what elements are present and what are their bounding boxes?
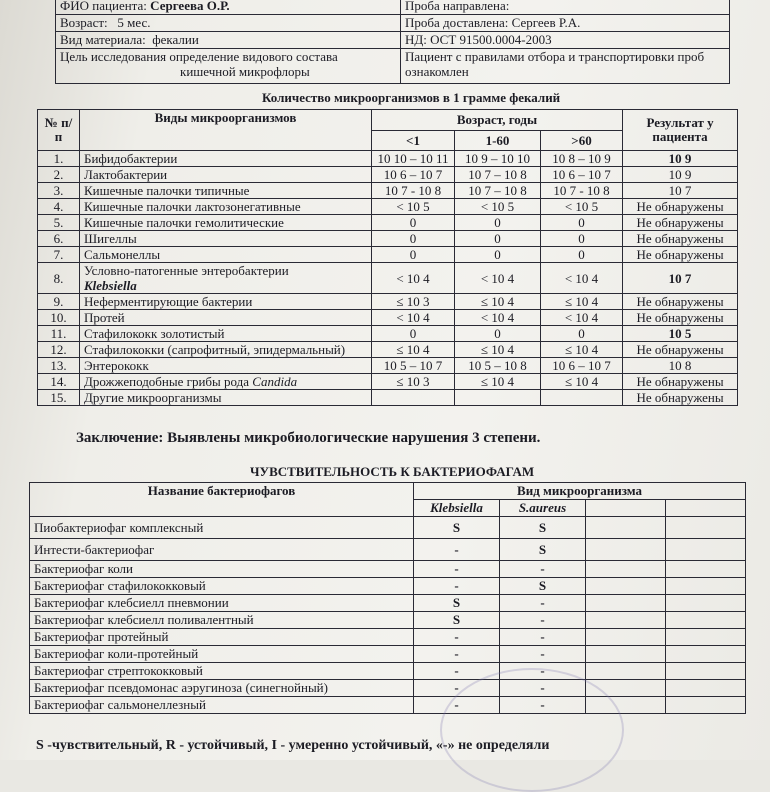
norm-1-60: ≤ 10 4: [455, 374, 541, 390]
norm-under-1: < 10 4: [372, 263, 455, 294]
organism-empty-2: [666, 500, 746, 517]
species-name: [80, 183, 372, 199]
table-row: [38, 374, 738, 390]
species-label: Шигеллы: [84, 231, 137, 246]
table-row: [38, 183, 738, 199]
row-number: 15.: [38, 390, 80, 406]
norm-1-60: 0: [455, 326, 541, 342]
phage-name: Бактериофаг стрептококковый: [30, 663, 414, 680]
empty-cell: [666, 595, 746, 612]
genus-sub: Klebsiella: [84, 278, 137, 293]
organism-saureus: S.aureus: [500, 500, 586, 517]
table-row: [38, 247, 738, 263]
species-label: Энтерококк: [84, 358, 149, 373]
norm-under-1: 0: [372, 326, 455, 342]
empty-cell: [666, 697, 746, 714]
norm-under-1: 0: [372, 247, 455, 263]
norm-1-60: < 10 4: [455, 310, 541, 326]
empty-cell: [666, 629, 746, 646]
table-row: [30, 697, 746, 714]
col-species-header: Виды микроорганизмов: [80, 110, 372, 151]
purpose-cell: Цель исследования определение видового состава кишечной микрофлоры: [56, 49, 401, 84]
norm-1-60: < 10 4: [455, 263, 541, 294]
empty-cell: [586, 539, 666, 561]
species-name: [80, 151, 372, 167]
table-row: [38, 215, 738, 231]
row-number: 3.: [38, 183, 80, 199]
empty-cell: [666, 561, 746, 578]
patient-header-table: [55, 0, 730, 84]
empty-cell: [586, 612, 666, 629]
patient-result: 10 9: [623, 167, 738, 183]
klebsiella-sensitivity: S: [414, 517, 500, 539]
norm-under-1: 10 10 – 10 11: [372, 151, 455, 167]
table-row: [38, 151, 738, 167]
row-number: 14.: [38, 374, 80, 390]
patient-result: Не обнаружены: [623, 247, 738, 263]
row-number: 11.: [38, 326, 80, 342]
row-number: 1.: [38, 151, 80, 167]
table-row: [30, 539, 746, 561]
phage-name: Бактериофаг стафилококковый: [30, 578, 414, 595]
norm-1-60: < 10 5: [455, 199, 541, 215]
organism-empty-1: [586, 500, 666, 517]
row-number: 5.: [38, 215, 80, 231]
norm-under-1: 0: [372, 231, 455, 247]
species-name: [80, 326, 372, 342]
genus-italic: Candida: [252, 374, 298, 389]
empty-cell: [586, 561, 666, 578]
row-number: 4.: [38, 199, 80, 215]
patient-result: Не обнаружены: [623, 374, 738, 390]
row-number: 6.: [38, 231, 80, 247]
material-cell: Вид материала: фекалии: [56, 32, 401, 49]
norm-under-1: ≤ 10 3: [372, 374, 455, 390]
species-name: [80, 263, 372, 294]
empty-cell: [666, 578, 746, 595]
norm-over-60: 10 6 – 10 7: [541, 358, 623, 374]
phage-name: Бактериофаг сальмонеллезный: [30, 697, 414, 714]
col-age-header: Возраст, годы: [372, 110, 623, 131]
empty-cell: [666, 680, 746, 697]
row-number: 12.: [38, 342, 80, 358]
row-number: 9.: [38, 294, 80, 310]
patient-result: 10 7: [623, 263, 738, 294]
empty-cell: [666, 612, 746, 629]
klebsiella-sensitivity: -: [414, 539, 500, 561]
klebsiella-sensitivity: -: [414, 629, 500, 646]
species-name: [80, 294, 372, 310]
empty-cell: [666, 646, 746, 663]
patient-result: Не обнаружены: [623, 231, 738, 247]
norm-under-1: < 10 4: [372, 310, 455, 326]
species-label: Кишечные палочки типичные: [84, 183, 250, 198]
col-result-header: Результат у пациента: [623, 110, 738, 151]
norm-1-60: ≤ 10 4: [455, 294, 541, 310]
norm-over-60: < 10 4: [541, 263, 623, 294]
phage-species-header: Вид микроорганизма: [414, 483, 746, 500]
patient-cell: ФИО пациента: Сергеева О.Р.: [56, 0, 401, 15]
norm-1-60: 0: [455, 247, 541, 263]
species-name: [80, 310, 372, 326]
norm-1-60: ≤ 10 4: [455, 342, 541, 358]
table-row: [38, 358, 738, 374]
norm-1-60: 10 7 – 10 8: [455, 183, 541, 199]
phage-name: Бактериофаг клебсиелл поливалентный: [30, 612, 414, 629]
norm-1-60: 10 5 – 10 8: [455, 358, 541, 374]
norm-1-60: 10 9 – 10 10: [455, 151, 541, 167]
norm-over-60: [541, 390, 623, 406]
organism-klebsiella: Klebsiella: [414, 500, 500, 517]
table-row: [30, 646, 746, 663]
saureus-sensitivity: -: [500, 680, 586, 697]
phage-name-header: Название бактериофагов: [30, 483, 414, 517]
micro-table-title: Количество микроорганизмов в 1 грамме фекалий: [262, 90, 561, 105]
patient-result: Не обнаружены: [623, 342, 738, 358]
table-row: [30, 629, 746, 646]
row-number: 7.: [38, 247, 80, 263]
species-name: [80, 342, 372, 358]
table-row: [38, 310, 738, 326]
patient-name: Сергеева О.Р.: [150, 0, 230, 13]
species-name: [80, 199, 372, 215]
species-label: Неферментирующие бактерии: [84, 294, 253, 309]
table-row: [30, 517, 746, 539]
table-row: [38, 390, 738, 406]
klebsiella-sensitivity: -: [414, 561, 500, 578]
sample-sent-cell: Проба направлена:: [401, 0, 730, 15]
row-number: 8.: [38, 263, 80, 294]
norm-1-60: 10 7 – 10 8: [455, 167, 541, 183]
norm-under-1: 10 6 – 10 7: [372, 167, 455, 183]
empty-cell: [586, 595, 666, 612]
age-group-3: >60: [541, 130, 623, 151]
klebsiella-sensitivity: S: [414, 612, 500, 629]
microorganism-table: [37, 109, 738, 406]
legend: S -чувствительный, R - устойчивый, I - умеренно устойчивый, «-» не определяли: [36, 738, 550, 753]
species-label: Другие микроорганизмы: [84, 390, 222, 405]
table-row: [38, 342, 738, 358]
norm-under-1: [372, 390, 455, 406]
patient-result: 10 8: [623, 358, 738, 374]
phage-name: Бактериофаг коли: [30, 561, 414, 578]
klebsiella-sensitivity: -: [414, 663, 500, 680]
patient-result: Не обнаружены: [623, 310, 738, 326]
klebsiella-sensitivity: S: [414, 595, 500, 612]
norm-over-60: 10 8 – 10 9: [541, 151, 623, 167]
patient-result: 10 5: [623, 326, 738, 342]
species-label: Условно-патогенные энтеробактерии: [84, 263, 289, 278]
norm-1-60: 0: [455, 215, 541, 231]
row-number: 13.: [38, 358, 80, 374]
patient-result: Не обнаружены: [623, 215, 738, 231]
patient-result: 10 9: [623, 151, 738, 167]
species-name: [80, 390, 372, 406]
saureus-sensitivity: -: [500, 629, 586, 646]
phage-name: Интести-бактериофаг: [30, 539, 414, 561]
col-number-header: № п/п: [38, 110, 80, 151]
species-label: Протей: [84, 310, 125, 325]
empty-cell: [586, 629, 666, 646]
saureus-sensitivity: -: [500, 663, 586, 680]
norm-under-1: 10 5 – 10 7: [372, 358, 455, 374]
phage-name: Пиобактериофаг комплексный: [30, 517, 414, 539]
table-row: [30, 595, 746, 612]
age-cell: Возраст: 5 мес.: [56, 15, 401, 32]
species-label: Стафилококки (сапрофитный, эпидермальный): [84, 342, 346, 357]
klebsiella-sensitivity: -: [414, 680, 500, 697]
empty-cell: [586, 663, 666, 680]
species-label: Лактобактерии: [84, 167, 168, 182]
delivered-cell: Проба доставлена: Сергеев Р.А.: [401, 15, 730, 32]
empty-cell: [586, 517, 666, 539]
faded-stamp: [440, 668, 624, 792]
saureus-sensitivity: -: [500, 646, 586, 663]
norm-over-60: 0: [541, 326, 623, 342]
norm-over-60: 10 7 - 10 8: [541, 183, 623, 199]
norm-over-60: ≤ 10 4: [541, 342, 623, 358]
row-number: 2.: [38, 167, 80, 183]
phage-name: Бактериофаг протейный: [30, 629, 414, 646]
klebsiella-sensitivity: -: [414, 646, 500, 663]
species-name: [80, 215, 372, 231]
norm-over-60: < 10 4: [541, 310, 623, 326]
species-label: Бифидобактерии: [84, 151, 178, 166]
empty-cell: [586, 646, 666, 663]
empty-cell: [666, 663, 746, 680]
patient-result: Не обнаружены: [623, 199, 738, 215]
bacteriophage-table: [29, 482, 746, 714]
norm-over-60: ≤ 10 4: [541, 374, 623, 390]
norm-over-60: ≤ 10 4: [541, 294, 623, 310]
conclusion: Заключение: Выявлены микробиологические нарушения 3 степени.: [76, 430, 541, 446]
species-label: Дрожжеподобные грибы рода: [84, 374, 250, 389]
phage-name: Бактериофаг псевдомонас аэругиноза (синегнойный): [30, 680, 414, 697]
table-row: [30, 663, 746, 680]
norm-over-60: 10 6 – 10 7: [541, 167, 623, 183]
species-name: [80, 231, 372, 247]
saureus-sensitivity: -: [500, 697, 586, 714]
norm-under-1: ≤ 10 4: [372, 342, 455, 358]
table-row: [38, 199, 738, 215]
saureus-sensitivity: S: [500, 517, 586, 539]
patient-result: Не обнаружены: [623, 390, 738, 406]
empty-cell: [666, 517, 746, 539]
patient-result: Не обнаружены: [623, 294, 738, 310]
row-number: 10.: [38, 310, 80, 326]
species-name: [80, 374, 372, 390]
species-label: Кишечные палочки гемолитические: [84, 215, 284, 230]
phage-name: Бактериофаг коли-протейный: [30, 646, 414, 663]
norm-1-60: [455, 390, 541, 406]
norm-under-1: < 10 5: [372, 199, 455, 215]
species-name: [80, 167, 372, 183]
norm-1-60: 0: [455, 231, 541, 247]
klebsiella-sensitivity: -: [414, 578, 500, 595]
saureus-sensitivity: -: [500, 595, 586, 612]
table-row: [30, 612, 746, 629]
norm-under-1: 0: [372, 215, 455, 231]
norm-over-60: 0: [541, 215, 623, 231]
saureus-sensitivity: S: [500, 539, 586, 561]
species-label: Стафилококк золотистый: [84, 326, 225, 341]
norm-under-1: 10 7 - 10 8: [372, 183, 455, 199]
saureus-sensitivity: S: [500, 578, 586, 595]
species-label: Сальмонеллы: [84, 247, 161, 262]
nd-cell: НД: ОСТ 91500.0004-2003: [401, 32, 730, 49]
table-row: [38, 167, 738, 183]
table-row: [38, 263, 738, 294]
norm-over-60: < 10 5: [541, 199, 623, 215]
table-row: [38, 294, 738, 310]
table-row: [38, 326, 738, 342]
saureus-sensitivity: -: [500, 612, 586, 629]
norm-over-60: 0: [541, 231, 623, 247]
patient-result: 10 7: [623, 183, 738, 199]
phage-name: Бактериофаг клебсиелл пневмонии: [30, 595, 414, 612]
norm-over-60: 0: [541, 247, 623, 263]
species-name: [80, 358, 372, 374]
age-group-2: 1-60: [455, 130, 541, 151]
age-group-1: <1: [372, 130, 455, 151]
norm-under-1: ≤ 10 3: [372, 294, 455, 310]
klebsiella-sensitivity: -: [414, 697, 500, 714]
species-name: [80, 247, 372, 263]
table-row: [38, 231, 738, 247]
phage-table-title: ЧУВСТВИТЕЛЬНОСТЬ К БАКТЕРИОФАГАМ: [250, 464, 535, 479]
empty-cell: [666, 539, 746, 561]
table-row: [30, 680, 746, 697]
table-row: [30, 561, 746, 578]
acquainted-cell: Пациент с правилами отбора и транспортировки проб ознакомлен: [401, 49, 730, 84]
empty-cell: [586, 578, 666, 595]
saureus-sensitivity: -: [500, 561, 586, 578]
table-row: [30, 578, 746, 595]
species-label: Кишечные палочки лактозонегативные: [84, 199, 301, 214]
